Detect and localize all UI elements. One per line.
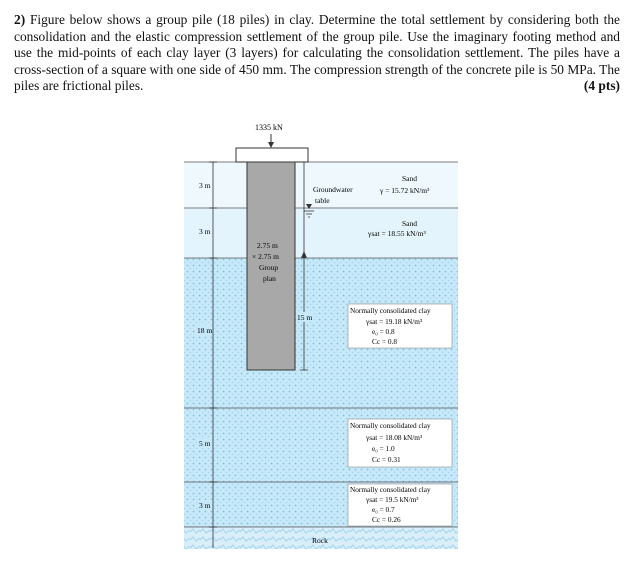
group-plan-line1: 2.75 m [257,241,278,250]
load-label: 1335 kN [255,123,283,132]
problem-text: Figure below shows a group pile (18 piles) in clay. Determine the total settlement by considering both the consolidation and the elastic compression settlement of the group pile. Use the imaginary footing method and use the mid-points of each clay layer (3 layers) for calculating the consolidation settlement. The piles have a cross-section of a square with one side of 450 mm. The compression strength of the concrete pile is 50 MPa. The piles are frictional piles. [14,12,620,94]
depth-label-4: 5 m [199,439,211,448]
rock-label: Rock [312,536,328,545]
group-plan-line4: plan [263,274,276,283]
clay1-e0: e₀ = 0.8 [372,327,395,336]
pile-cap [236,148,308,162]
groundwater-label-2: table [315,196,330,205]
sand-lower-name: Sand [402,219,417,228]
clay2-name: Normally consolidated clay [350,421,431,430]
problem-number: 2) [14,12,26,27]
clay1-name: Normally consolidated clay [350,306,431,315]
clay1-cc: Cc = 0.8 [372,337,397,346]
clay2-gamma: γsat = 18.08 kN/m³ [366,433,423,442]
depth-label-2: 3 m [199,227,211,236]
clay3-cc: Cc = 0.26 [372,515,401,524]
depth-label-5: 3 m [199,501,211,510]
depth-label-1: 3 m [199,181,211,190]
clay3-e0: e₀ = 0.7 [372,505,395,514]
group-plan-line2: × 2.75 m [252,252,279,261]
pile-length-label: 15 m [297,313,313,322]
group-plan-line3: Group [259,263,279,272]
clay1-gamma: γsat = 19.18 kN/m³ [366,317,423,326]
sand-upper-name: Sand [402,174,417,183]
sand-upper-gamma: γ = 15.72 kN/m³ [380,186,430,195]
depth-label-3: 18 m [197,326,213,335]
clay2-cc: Cc = 0.31 [372,455,401,464]
sand-lower-gamma: γsat = 18.55 kN/m³ [368,229,426,238]
clay2-e0: e₀ = 1.0 [372,444,395,453]
clay3-gamma: γsat = 19.5 kN/m³ [366,495,419,504]
problem-points: (4 pts) [583,78,620,94]
clay3-name: Normally consolidated clay [350,485,431,494]
groundwater-label-1: Groundwater [313,185,353,194]
